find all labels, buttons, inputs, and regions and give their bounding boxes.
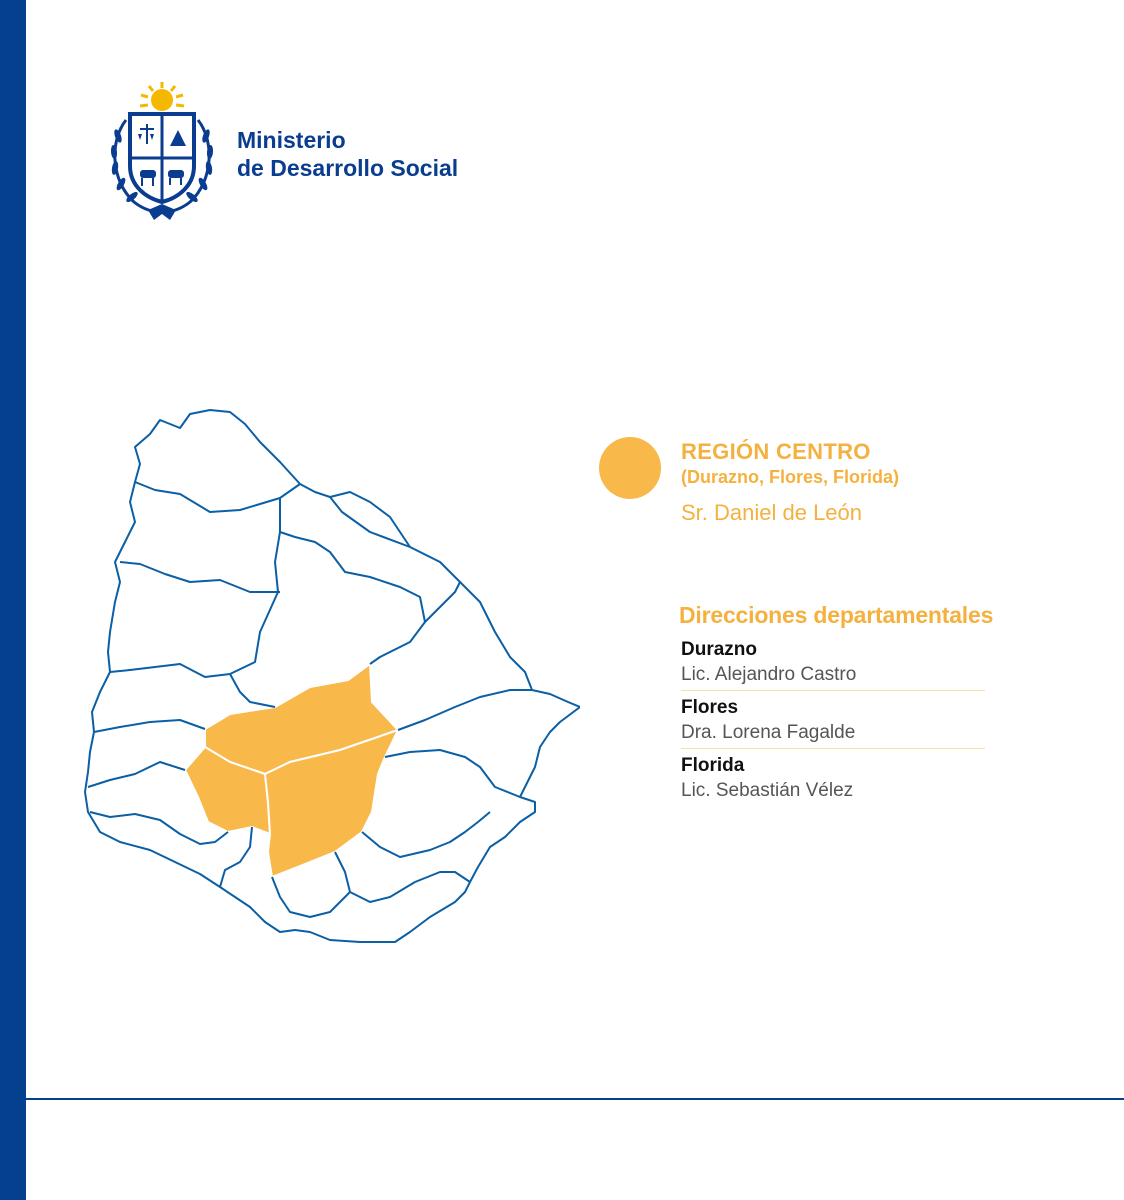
uruguay-coat-of-arms-icon xyxy=(104,80,220,224)
map-border-16 xyxy=(230,674,275,707)
direction-item xyxy=(681,640,985,698)
direction-divider xyxy=(681,748,985,749)
ministry-name-line1: Ministerio xyxy=(237,127,346,153)
direction-item xyxy=(681,756,985,814)
region-subtitle: (Durazno, Flores, Florida) xyxy=(681,467,900,487)
direction-divider xyxy=(681,690,985,691)
map-border-5 xyxy=(330,492,410,547)
direction-person: Dra. Lorena Fagalde xyxy=(681,722,856,743)
ministry-logo xyxy=(104,80,504,230)
direction-item xyxy=(681,698,985,756)
map-border-12 xyxy=(94,720,205,732)
map-border-10 xyxy=(335,852,470,902)
region-color-marker xyxy=(599,437,661,499)
map-border-13 xyxy=(88,762,185,787)
map-border-15 xyxy=(220,827,252,887)
footer-divider xyxy=(26,1098,1124,1100)
map-border-2 xyxy=(120,562,280,592)
ministry-name-line2: de Desarrollo Social xyxy=(237,155,459,181)
directions-title: Direcciones departamentales xyxy=(679,602,994,628)
directions-list xyxy=(681,640,985,814)
map-border-3 xyxy=(110,498,280,677)
direction-department: Durazno xyxy=(681,639,757,660)
map-border-4 xyxy=(280,532,425,664)
uruguay-departments-map xyxy=(80,402,580,947)
direction-department: Flores xyxy=(681,697,739,718)
direction-department: Florida xyxy=(681,755,745,776)
direction-person: Lic. Sebastián Vélez xyxy=(681,780,854,801)
map-border-8 xyxy=(385,750,520,797)
map-border-9 xyxy=(362,812,490,857)
direction-person: Lic. Alejandro Castro xyxy=(681,664,857,685)
region-head-name: Sr. Daniel de León xyxy=(681,500,863,525)
map-border-11 xyxy=(272,877,350,917)
left-accent-bar xyxy=(0,0,26,1200)
region-title: REGIÓN CENTRO xyxy=(681,439,871,464)
ministry-name xyxy=(237,126,458,182)
map-border-6 xyxy=(425,582,460,622)
map-border-1 xyxy=(135,482,300,512)
map-border-7 xyxy=(398,690,532,730)
